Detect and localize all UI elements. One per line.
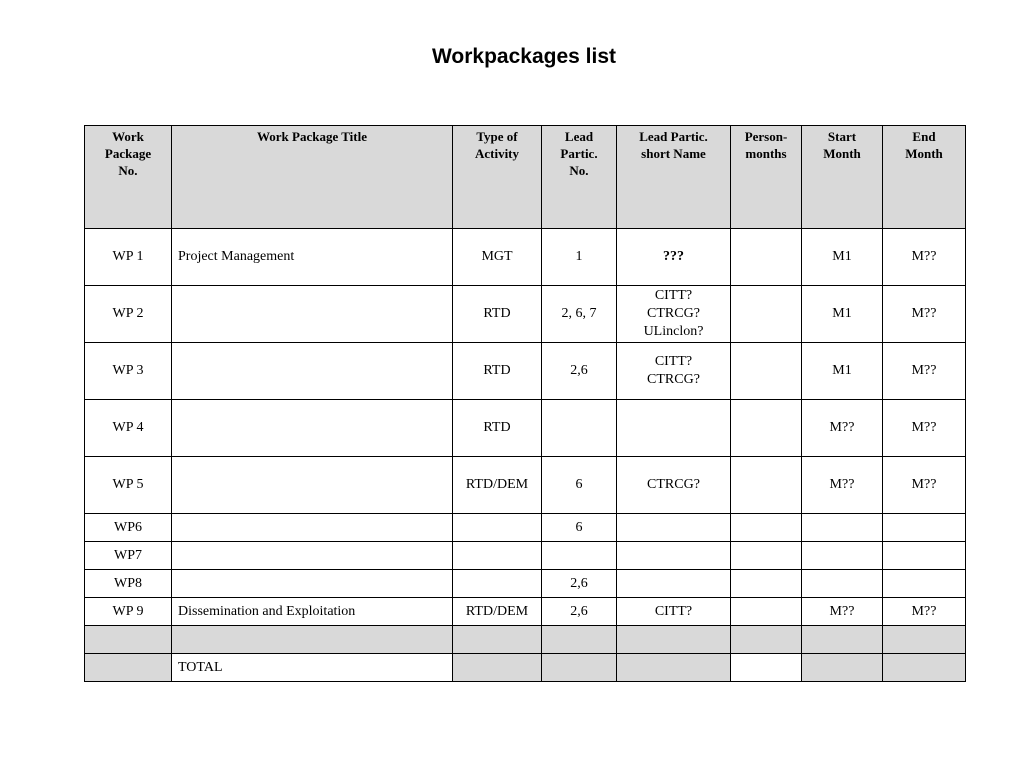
cell-activity: RTD (453, 343, 542, 400)
table-row (85, 343, 966, 400)
cell-lead-name (617, 400, 731, 457)
cell-end-month: M?? (883, 343, 966, 400)
cell-title (172, 514, 453, 542)
header-wp-no: Work Package No. (85, 126, 172, 229)
cell-start-month: M?? (802, 598, 883, 626)
cell-activity (453, 514, 542, 542)
cell-lead-name: CITT? (617, 598, 731, 626)
cell-wp-no: WP7 (85, 542, 172, 570)
cell-person-months (731, 542, 802, 570)
cell-activity: MGT (453, 229, 542, 286)
cell-end-month (883, 570, 966, 598)
cell-person-months (731, 457, 802, 514)
cell-lead-name (617, 514, 731, 542)
table-row (85, 286, 966, 343)
cell-lead-name: CITT? CTRCG? ULinclon? (617, 286, 731, 343)
cell-person-months (731, 570, 802, 598)
cell-lead-no: 2, 6, 7 (542, 286, 617, 343)
cell-wp-no: WP 3 (85, 343, 172, 400)
header-end-month: End Month (883, 126, 966, 229)
total-blank-cell (85, 654, 172, 682)
total-label: TOTAL (172, 654, 453, 682)
total-person-months (731, 654, 802, 682)
cell-start-month (802, 542, 883, 570)
header-lead-name: Lead Partic. short Name (617, 126, 731, 229)
cell-lead-name (617, 542, 731, 570)
cell-activity: RTD/DEM (453, 598, 542, 626)
cell-lead-no: 2,6 (542, 598, 617, 626)
cell-wp-no: WP 4 (85, 400, 172, 457)
cell-activity: RTD (453, 400, 542, 457)
cell-person-months (731, 229, 802, 286)
cell-lead-name: CITT? CTRCG? (617, 343, 731, 400)
cell-title: Project Management (172, 229, 453, 286)
cell-start-month: M1 (802, 286, 883, 343)
cell-title (172, 457, 453, 514)
cell-lead-name: CTRCG? (617, 457, 731, 514)
cell-end-month: M?? (883, 286, 966, 343)
cell-wp-no: WP8 (85, 570, 172, 598)
cell-start-month: M1 (802, 343, 883, 400)
table-row (85, 514, 966, 542)
total-blank-cell (617, 654, 731, 682)
blank-cell (883, 626, 966, 654)
cell-activity: RTD/DEM (453, 457, 542, 514)
cell-wp-no: WP 1 (85, 229, 172, 286)
header-start-month: Start Month (802, 126, 883, 229)
blank-cell (453, 626, 542, 654)
cell-activity: RTD (453, 286, 542, 343)
blank-cell (617, 626, 731, 654)
workpackages-table (84, 125, 966, 682)
cell-start-month: M?? (802, 400, 883, 457)
total-blank-cell (802, 654, 883, 682)
cell-end-month (883, 514, 966, 542)
cell-title (172, 542, 453, 570)
table-row (85, 598, 966, 626)
blank-row (85, 626, 966, 654)
cell-title (172, 570, 453, 598)
table-row (85, 400, 966, 457)
cell-end-month (883, 542, 966, 570)
cell-start-month: M1 (802, 229, 883, 286)
blank-cell (542, 626, 617, 654)
cell-title (172, 286, 453, 343)
table-row (85, 229, 966, 286)
cell-person-months (731, 400, 802, 457)
cell-end-month: M?? (883, 400, 966, 457)
cell-wp-no: WP6 (85, 514, 172, 542)
cell-wp-no: WP 9 (85, 598, 172, 626)
cell-start-month (802, 514, 883, 542)
cell-lead-no: 2,6 (542, 570, 617, 598)
cell-lead-no: 1 (542, 229, 617, 286)
cell-title: Dissemination and Exploitation (172, 598, 453, 626)
cell-person-months (731, 514, 802, 542)
cell-lead-no: 6 (542, 514, 617, 542)
cell-wp-no: WP 5 (85, 457, 172, 514)
blank-cell (172, 626, 453, 654)
cell-lead-no: 6 (542, 457, 617, 514)
cell-lead-no: 2,6 (542, 343, 617, 400)
cell-activity (453, 542, 542, 570)
cell-end-month: M?? (883, 598, 966, 626)
total-blank-cell (883, 654, 966, 682)
cell-end-month: M?? (883, 229, 966, 286)
blank-cell (802, 626, 883, 654)
cell-person-months (731, 598, 802, 626)
cell-wp-no: WP 2 (85, 286, 172, 343)
cell-title (172, 400, 453, 457)
header-title: Work Package Title (172, 126, 453, 229)
table-row (85, 570, 966, 598)
cell-lead-name (617, 570, 731, 598)
header-lead-no: Lead Partic. No. (542, 126, 617, 229)
total-blank-cell (453, 654, 542, 682)
cell-start-month: M?? (802, 457, 883, 514)
total-row (85, 654, 966, 682)
table-row (85, 542, 966, 570)
table-header-row (85, 126, 966, 229)
cell-lead-no (542, 400, 617, 457)
header-person-months: Person- months (731, 126, 802, 229)
cell-activity (453, 570, 542, 598)
cell-lead-name: ??? (617, 229, 731, 286)
cell-end-month: M?? (883, 457, 966, 514)
blank-cell (85, 626, 172, 654)
cell-lead-no (542, 542, 617, 570)
table-row (85, 457, 966, 514)
page-title: Workpackages list (431, 45, 617, 68)
total-blank-cell (542, 654, 617, 682)
cell-start-month (802, 570, 883, 598)
header-activity: Type of Activity (453, 126, 542, 229)
cell-title (172, 343, 453, 400)
blank-cell (731, 626, 802, 654)
cell-person-months (731, 343, 802, 400)
cell-person-months (731, 286, 802, 343)
